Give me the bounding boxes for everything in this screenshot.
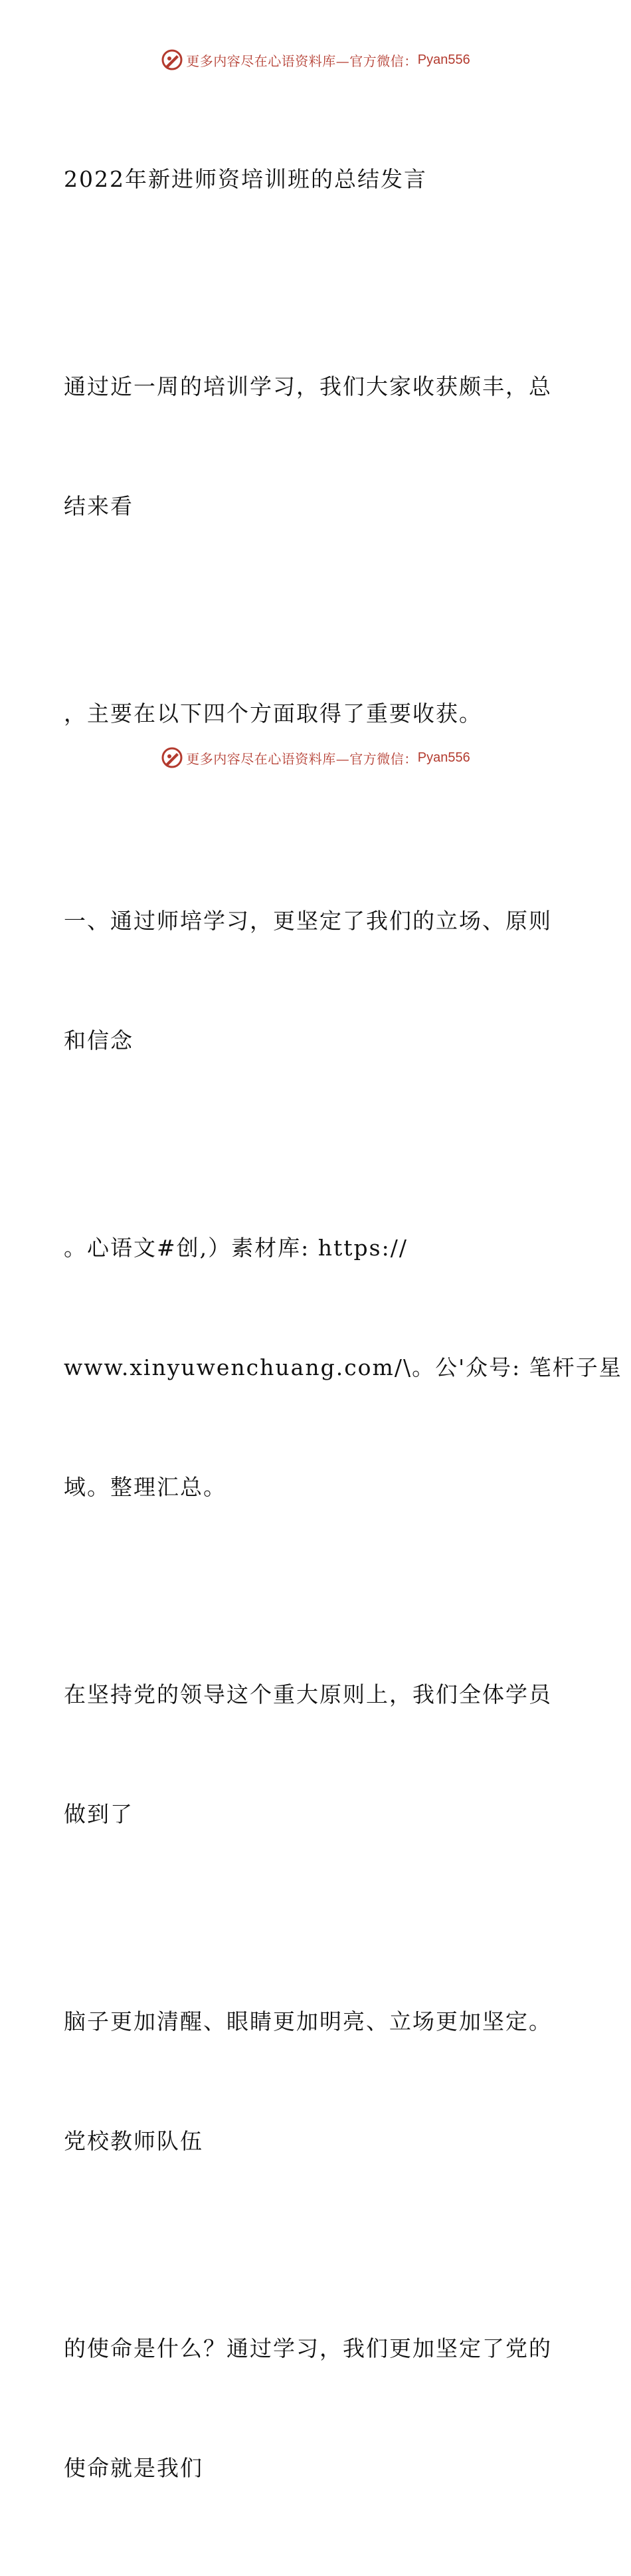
paragraph-line: ，主要在以下四个方面取得了重要收获。 bbox=[64, 700, 482, 726]
paragraph-line: 在坚持党的领导这个重大原则上，我们全体学员 bbox=[64, 1681, 552, 1707]
footer-banner-text: 更多内容尽在心语资料库—官方微信： bbox=[186, 750, 418, 767]
document-body bbox=[64, 80, 622, 2576]
paragraph-line: 脑子更加清醒、眼睛更加明亮、立场更加坚定。 bbox=[64, 2008, 552, 2034]
footer-banner bbox=[0, 744, 631, 771]
paragraph-line: 通过近一周的培训学习，我们大家收获颇丰，总 bbox=[64, 374, 552, 399]
header-banner-text: 更多内容尽在心语资料库—官方微信： bbox=[186, 53, 418, 69]
paragraph-7 bbox=[64, 2249, 555, 2568]
paragraph-line: 一、通过师培学习，更坚定了我们的立场、原则 bbox=[64, 908, 552, 934]
pen-logo-icon bbox=[161, 49, 183, 71]
pen-logo-icon bbox=[161, 746, 183, 769]
header-banner bbox=[0, 47, 631, 73]
paragraph-line: 的使命是什么？通过学习，我们更加坚定了党的 bbox=[64, 2335, 552, 2361]
paragraph-3 bbox=[64, 821, 555, 1140]
footer-banner-wechat: Pyan556 bbox=[417, 750, 470, 765]
paragraph-2 bbox=[64, 614, 555, 813]
paragraph-line: 使命就是我们 bbox=[64, 2455, 203, 2481]
paragraph-5 bbox=[64, 1595, 555, 1914]
paragraph-6 bbox=[64, 1922, 555, 2241]
title-line: 2022年新进师资培训班的总结发言 bbox=[64, 166, 427, 192]
paragraph-line: 域。整理汇总。 bbox=[64, 1474, 226, 1500]
paragraph-line: www.xinyuwenchuang.com/\。公'众号: 笔杆子星 bbox=[64, 1354, 622, 1380]
paragraph-line: 党校教师队伍 bbox=[64, 2128, 203, 2154]
document-title bbox=[64, 80, 555, 279]
paragraph-1 bbox=[64, 287, 555, 606]
paragraph-line: 和信念 bbox=[64, 1027, 134, 1053]
paragraph-line: 。心语文#创,）素材库: https:// bbox=[64, 1235, 408, 1261]
header-banner-wechat: Pyan556 bbox=[417, 52, 470, 67]
paragraph-line: 结来看 bbox=[64, 493, 134, 519]
paragraph-4 bbox=[64, 1148, 622, 1587]
paragraph-line: 做到了 bbox=[64, 1801, 134, 1827]
